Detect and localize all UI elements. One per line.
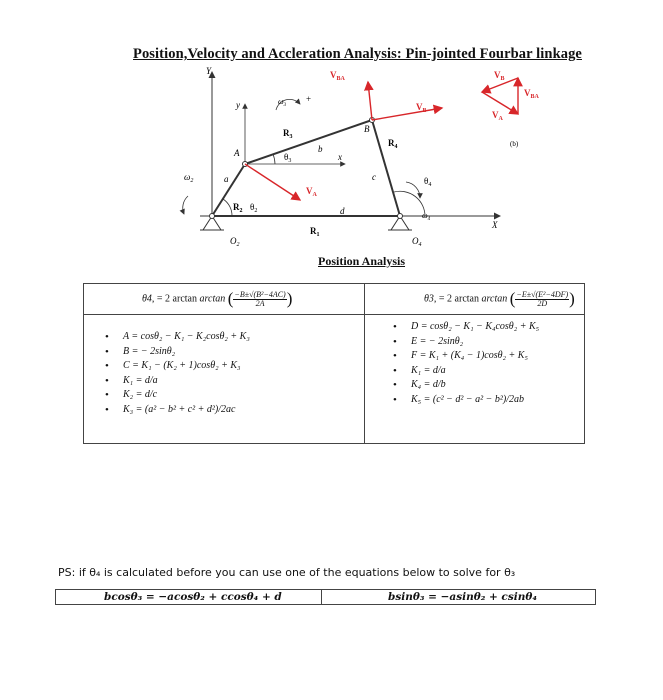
- list-item: • B = − 2sinθ₂: [123, 345, 250, 360]
- label-x: x: [338, 152, 342, 162]
- theta2-arc: [223, 199, 232, 216]
- theta4-denominator: 2A: [255, 298, 265, 308]
- theta4-numerator: −B±√(B²−4AC): [234, 289, 286, 299]
- poly-label-va-sub: A: [498, 116, 503, 122]
- list-item: • K₁ = d/a: [411, 364, 539, 379]
- label-omega4: ω: [422, 211, 428, 220]
- theta3-lhs: θ3,: [424, 293, 437, 305]
- label-r4: R: [388, 138, 395, 148]
- poly-label-vba: V: [524, 88, 531, 98]
- label-r3: R: [283, 128, 290, 138]
- list-item: • K₁ = d/a: [123, 374, 250, 389]
- theta3-eq: = 2 arctan: [438, 293, 479, 305]
- omega2-arc: [183, 196, 188, 214]
- svg-text:VBA: [330, 70, 346, 82]
- label-o2: O: [230, 236, 237, 246]
- svg-text:ω2: [184, 172, 193, 184]
- list-item: • K₃ = (a² − b² + c² + d²)/2ac: [123, 403, 250, 418]
- poly-label-va: V: [492, 110, 499, 120]
- label-r2-sub: 2: [239, 208, 243, 214]
- label-va: V: [306, 186, 313, 196]
- label-vb: V: [416, 102, 423, 112]
- velocity-polygon: [482, 78, 518, 114]
- label-omega4-sub: 4: [427, 217, 431, 222]
- label-Y: Y: [206, 66, 212, 76]
- svg-text:VBA: [524, 88, 540, 100]
- label-theta2: θ: [250, 202, 255, 212]
- velocity-vector-vba: [368, 82, 372, 120]
- label-va-sub: A: [312, 192, 317, 198]
- label-y: y: [236, 100, 240, 110]
- svg-text:R2: [233, 202, 243, 214]
- svg-text:θ4: [424, 176, 431, 188]
- list-item: • F = K₁ + (K₄ − 1)cosθ₂ + K₅: [411, 349, 539, 364]
- list-item: • C = K₁ − (K₂ + 1)cosθ₂ + K₃: [123, 359, 250, 374]
- theta3-formula: θ3, = 2 arctan arctan ( $\frac{\text{−E±√(E²−4DF)}}{2D}$ ): [424, 289, 575, 308]
- label-r2: R: [233, 202, 240, 212]
- page-title: Position,Velocity and Accleration Analysis: Pin-jointed Fourbar linkage: [133, 46, 582, 62]
- omega4-arc: [406, 182, 420, 198]
- left-coefficient-list: [123, 330, 250, 417]
- table-divider-horizontal: [83, 314, 585, 315]
- svg-text:O4: [412, 236, 422, 248]
- velocity-vector-vb: [372, 108, 442, 120]
- velocity-vector-va: [245, 164, 300, 200]
- svg-text:ω4: [422, 211, 431, 222]
- list-item: • K₅ = (c² − d² − a² − b²)/2ab: [411, 393, 539, 408]
- label-theta4: θ: [424, 176, 429, 186]
- svg-text:VB: [494, 70, 505, 82]
- svg-text:θ3: [284, 152, 291, 164]
- label-omega2-sub: 2: [190, 178, 194, 184]
- label-omega2: ω: [184, 172, 191, 182]
- theta4-fraction: [233, 291, 286, 308]
- label-b-link: b: [318, 144, 323, 154]
- label-B: B: [364, 124, 370, 134]
- svg-text:O2: [230, 236, 240, 248]
- list-item: • D = cosθ₂ − K₁ − K₄cosθ₂ + K₅: [411, 320, 539, 335]
- list-item: • E = − 2sinθ₂: [411, 335, 539, 350]
- cos-loop-equation: bcosθ₃ = −acosθ₂ + ccosθ₄ + d: [104, 591, 282, 603]
- theta3-arc: [273, 154, 275, 164]
- label-o4-sub: 4: [418, 242, 422, 248]
- theta3-fraction: [515, 291, 569, 308]
- label-c: c: [372, 172, 376, 182]
- label-r4-sub: 4: [394, 144, 398, 150]
- list-item: • K₂ = d/c: [123, 388, 250, 403]
- svg-text:VA: [306, 186, 318, 198]
- label-omega3-sub: 3: [283, 103, 287, 108]
- theta3-func: arctan: [481, 293, 508, 305]
- theta3-numerator: −E±√(E²−4DF): [516, 289, 569, 299]
- loop-equations-divider: [321, 589, 322, 605]
- ps-note: PS: if θ₄ is calculated before you can use one of the equations below to solve for θ₃: [58, 566, 516, 579]
- label-theta3-sub: 3: [288, 158, 292, 164]
- svg-text:ω3: [278, 97, 287, 108]
- label-theta4-sub: 4: [428, 182, 432, 188]
- label-plus: +: [306, 94, 312, 104]
- poly-label-vb: V: [494, 70, 501, 80]
- right-coefficient-list: [411, 320, 539, 407]
- label-r3-sub: 3: [289, 134, 293, 140]
- label-X: X: [492, 220, 498, 230]
- fourbar-linkage-diagram: [140, 64, 610, 254]
- label-o2-sub: 2: [236, 242, 240, 248]
- list-item: • A = cosθ₂ − K₁ − K₂cosθ₂ + K₃: [123, 330, 250, 345]
- svg-text:θ2: [250, 202, 257, 214]
- poly-label-vba-sub: BA: [530, 94, 539, 100]
- label-a: a: [224, 174, 229, 184]
- theta4-func: arctan: [199, 293, 226, 305]
- label-vb-sub: B: [422, 108, 427, 114]
- label-A: A: [234, 148, 240, 158]
- label-vba-sub: BA: [336, 76, 345, 82]
- poly-label-vb-sub: B: [500, 76, 505, 82]
- label-vba: V: [330, 70, 337, 80]
- link-c: [372, 120, 400, 216]
- theta4-eq: = 2 arctan: [156, 293, 197, 305]
- theta4-formula: θ4, = 2 arctan arctan ( $\frac{\text{−B±√(B²−4AC)}}{2A}$ ): [142, 289, 293, 308]
- sin-loop-equation: bsinθ₃ = −asinθ₂ + csinθ₄: [388, 591, 537, 603]
- list-item: • K₄ = d/b: [411, 378, 539, 393]
- label-r1: R: [310, 226, 317, 236]
- label-theta2-sub: 2: [254, 208, 258, 214]
- svg-text:R3: [283, 128, 293, 140]
- label-b: (b): [510, 140, 519, 148]
- table-divider-vertical: [364, 283, 365, 444]
- label-omega3: ω: [278, 97, 284, 106]
- label-r1-sub: 1: [316, 232, 320, 238]
- svg-text:VA: [492, 110, 504, 122]
- svg-text:R1: [310, 226, 320, 238]
- label-o4: O: [412, 236, 419, 246]
- label-d: d: [340, 206, 345, 216]
- theta4-lhs: θ4,: [142, 293, 155, 305]
- theta3-denominator: 2D: [537, 298, 548, 308]
- label-theta3: θ: [284, 152, 289, 162]
- section-caption: Position Analysis: [318, 254, 406, 268]
- link-b: [245, 120, 372, 164]
- svg-text:R4: [388, 138, 398, 150]
